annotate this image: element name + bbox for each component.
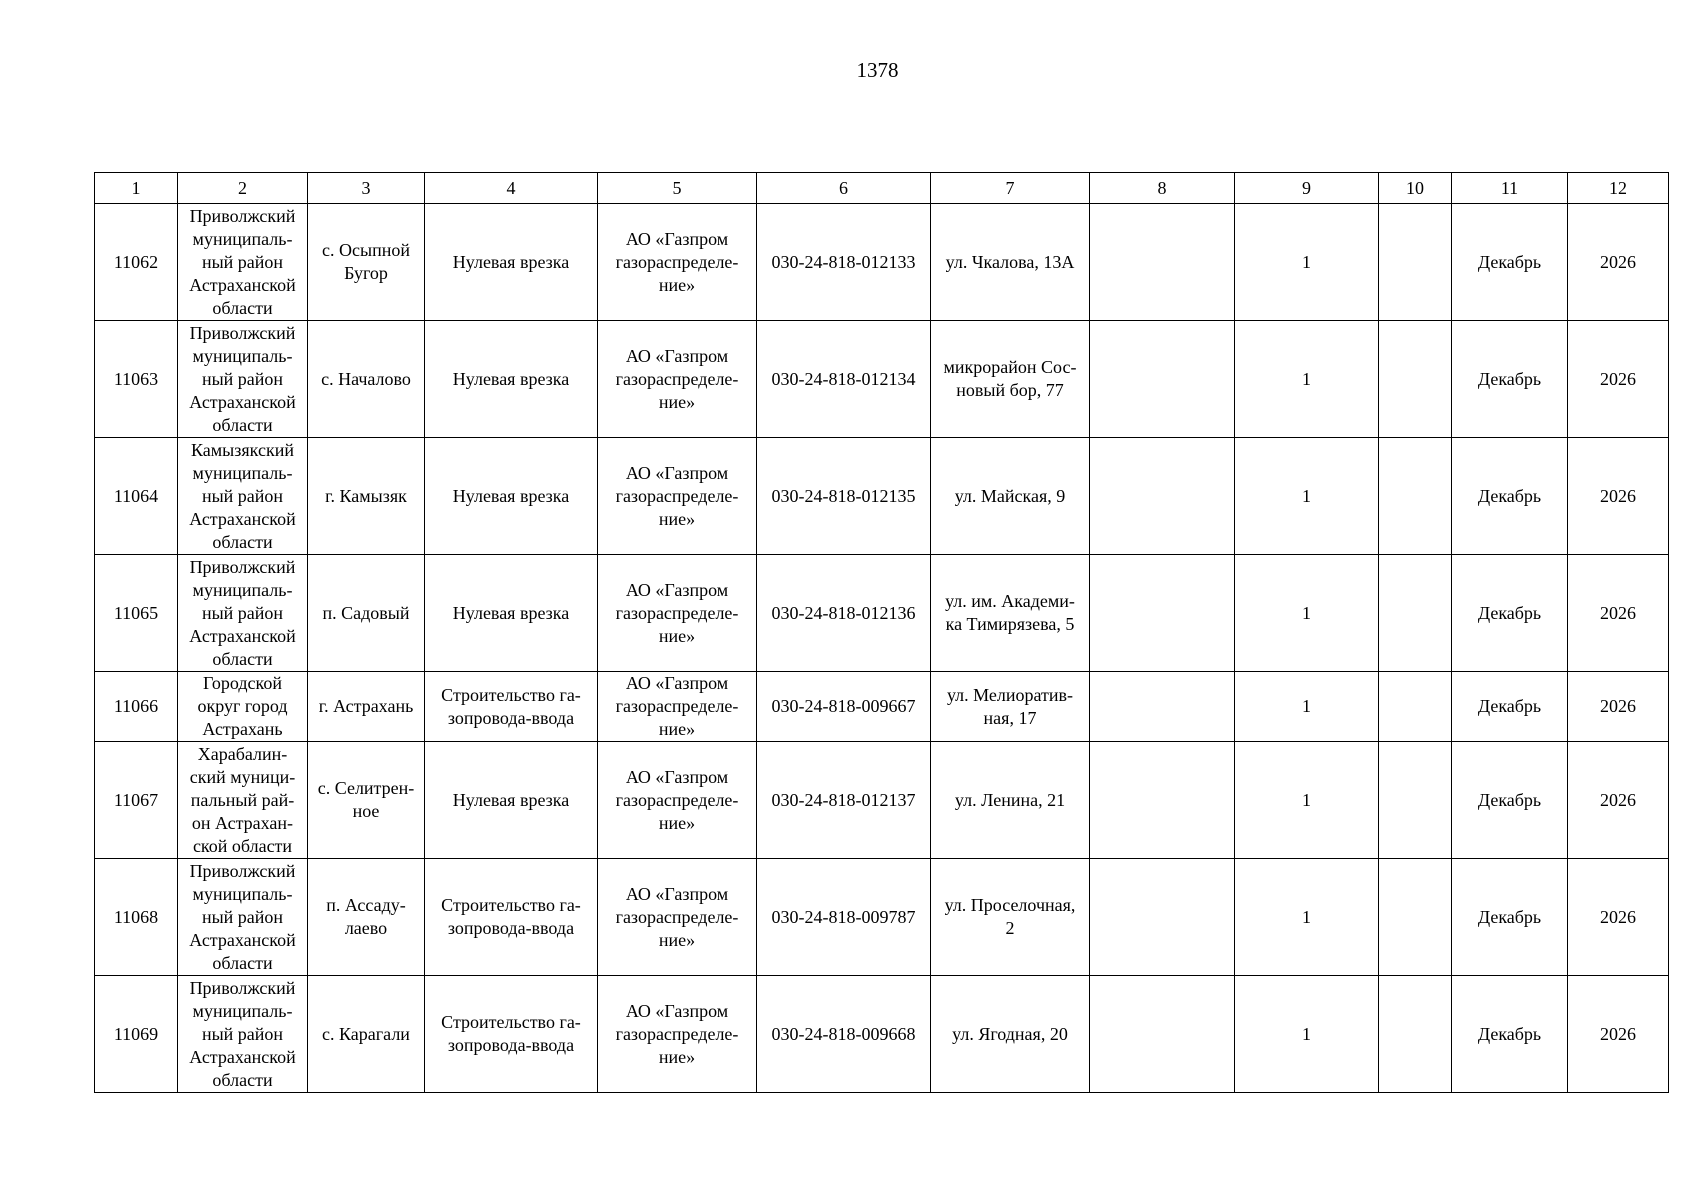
table-cell: с. Осыпной Бугор xyxy=(308,204,425,321)
table-cell xyxy=(1090,742,1235,859)
table-cell: 11069 xyxy=(95,976,178,1093)
table-row xyxy=(95,438,1669,555)
table-cell xyxy=(1379,204,1452,321)
column-header: 6 xyxy=(757,173,931,204)
table-cell: Декабрь xyxy=(1452,204,1568,321)
column-header: 8 xyxy=(1090,173,1235,204)
table-cell: ул. Ягодная, 20 xyxy=(931,976,1090,1093)
table-cell: ул. Мелиоратив- ная, 17 xyxy=(931,672,1090,742)
table-cell: 1 xyxy=(1235,204,1379,321)
table-row xyxy=(95,672,1669,742)
table-cell: 2026 xyxy=(1568,204,1669,321)
table-cell: 030-24-818-009667 xyxy=(757,672,931,742)
table-cell: п. Ассаду- лаево xyxy=(308,859,425,976)
table-row xyxy=(95,742,1669,859)
table-cell: ул. Майская, 9 xyxy=(931,438,1090,555)
table-cell: АО «Газпром газораспределе- ние» xyxy=(598,742,757,859)
table-cell: АО «Газпром газораспределе- ние» xyxy=(598,672,757,742)
table-cell: 2026 xyxy=(1568,976,1669,1093)
table-cell: 030-24-818-009787 xyxy=(757,859,931,976)
table-cell: микрорайон Сос- новый бор, 77 xyxy=(931,321,1090,438)
table-cell: 030-24-818-012137 xyxy=(757,742,931,859)
table-cell: Городской округ город Астрахань xyxy=(178,672,308,742)
table-cell: АО «Газпром газораспределе- ние» xyxy=(598,976,757,1093)
table-cell: Декабрь xyxy=(1452,438,1568,555)
column-header: 7 xyxy=(931,173,1090,204)
table-cell: 1 xyxy=(1235,555,1379,672)
table-cell: ул. Чкалова, 13А xyxy=(931,204,1090,321)
table-cell: 030-24-818-012135 xyxy=(757,438,931,555)
table-cell: Декабрь xyxy=(1452,321,1568,438)
table-cell: 11065 xyxy=(95,555,178,672)
table-cell xyxy=(1379,976,1452,1093)
table-cell: Приволжский муниципаль- ный район Астраханской области xyxy=(178,204,308,321)
column-header: 9 xyxy=(1235,173,1379,204)
table-cell: 11062 xyxy=(95,204,178,321)
table-cell: с. Селитрен- ное xyxy=(308,742,425,859)
table-cell: 11063 xyxy=(95,321,178,438)
table-cell: 1 xyxy=(1235,672,1379,742)
table-cell: 030-24-818-009668 xyxy=(757,976,931,1093)
column-header: 11 xyxy=(1452,173,1568,204)
table-cell: 030-24-818-012133 xyxy=(757,204,931,321)
table-cell: п. Садовый xyxy=(308,555,425,672)
table-cell: Нулевая врезка xyxy=(425,204,598,321)
table-cell xyxy=(1379,321,1452,438)
table-row xyxy=(95,204,1669,321)
table-cell: Строительство га- зопровода-ввода xyxy=(425,859,598,976)
table-cell: 1 xyxy=(1235,859,1379,976)
table-cell xyxy=(1090,321,1235,438)
table-header-row xyxy=(95,173,1669,204)
table-cell: Декабрь xyxy=(1452,555,1568,672)
table-cell: с. Началово xyxy=(308,321,425,438)
table-cell xyxy=(1379,438,1452,555)
table-cell: Декабрь xyxy=(1452,976,1568,1093)
table-cell: 1 xyxy=(1235,321,1379,438)
table-cell: Камызякский муниципаль- ный район Астраханской области xyxy=(178,438,308,555)
table-cell: Приволжский муниципаль- ный район Астраханской области xyxy=(178,555,308,672)
table-cell: Приволжский муниципаль- ный район Астраханской области xyxy=(178,859,308,976)
table-cell xyxy=(1090,438,1235,555)
column-header: 10 xyxy=(1379,173,1452,204)
table-cell: 11066 xyxy=(95,672,178,742)
table-cell: 2026 xyxy=(1568,555,1669,672)
table-cell: Приволжский муниципаль- ный район Астраханской области xyxy=(178,321,308,438)
page-number: 1378 xyxy=(856,58,899,82)
table-cell: Декабрь xyxy=(1452,742,1568,859)
table-cell: Декабрь xyxy=(1452,859,1568,976)
table-row xyxy=(95,321,1669,438)
table-cell: 2026 xyxy=(1568,321,1669,438)
table-cell: 11064 xyxy=(95,438,178,555)
table-row xyxy=(95,859,1669,976)
table-cell: АО «Газпром газораспределе- ние» xyxy=(598,438,757,555)
table-cell: Нулевая врезка xyxy=(425,438,598,555)
table-row xyxy=(95,976,1669,1093)
table-cell: с. Карагали xyxy=(308,976,425,1093)
table-cell: 030-24-818-012134 xyxy=(757,321,931,438)
table-cell: ул. Ленина, 21 xyxy=(931,742,1090,859)
table-cell: Приволжский муниципаль- ный район Астраханской области xyxy=(178,976,308,1093)
table-cell: 2026 xyxy=(1568,742,1669,859)
table-cell: ул. им. Академи- ка Тимирязева, 5 xyxy=(931,555,1090,672)
table-cell: 2026 xyxy=(1568,859,1669,976)
column-header: 3 xyxy=(308,173,425,204)
table-cell: АО «Газпром газораспределе- ние» xyxy=(598,204,757,321)
table-cell: АО «Газпром газораспределе- ние» xyxy=(598,321,757,438)
table-cell: 1 xyxy=(1235,742,1379,859)
table-cell xyxy=(1379,742,1452,859)
column-header: 1 xyxy=(95,173,178,204)
table-cell xyxy=(1379,672,1452,742)
data-table xyxy=(94,172,1669,1093)
table-cell xyxy=(1379,859,1452,976)
table-cell: 2026 xyxy=(1568,672,1669,742)
table-cell: 030-24-818-012136 xyxy=(757,555,931,672)
table-cell: 11068 xyxy=(95,859,178,976)
table-cell: Декабрь xyxy=(1452,672,1568,742)
table-cell xyxy=(1090,204,1235,321)
table-cell xyxy=(1379,555,1452,672)
table-cell xyxy=(1090,672,1235,742)
table-cell: г. Камызяк xyxy=(308,438,425,555)
table-cell: 11067 xyxy=(95,742,178,859)
table-cell: 2026 xyxy=(1568,438,1669,555)
table-cell: Нулевая врезка xyxy=(425,742,598,859)
table-cell: АО «Газпром газораспределе- ние» xyxy=(598,555,757,672)
table-cell: г. Астрахань xyxy=(308,672,425,742)
table-body xyxy=(95,173,1669,1093)
table-cell: Строительство га- зопровода-ввода xyxy=(425,672,598,742)
table-cell: 1 xyxy=(1235,976,1379,1093)
table-cell: 1 xyxy=(1235,438,1379,555)
column-header: 5 xyxy=(598,173,757,204)
table-cell: Нулевая врезка xyxy=(425,555,598,672)
table-cell xyxy=(1090,976,1235,1093)
column-header: 12 xyxy=(1568,173,1669,204)
table-cell: Нулевая врезка xyxy=(425,321,598,438)
table-cell xyxy=(1090,555,1235,672)
column-header: 2 xyxy=(178,173,308,204)
table-cell: Харабалин- ский муници- пальный рай- он Астрахан- ской области xyxy=(178,742,308,859)
table-cell: Строительство га- зопровода-ввода xyxy=(425,976,598,1093)
table-cell: АО «Газпром газораспределе- ние» xyxy=(598,859,757,976)
table-cell xyxy=(1090,859,1235,976)
table-cell: ул. Проселочная, 2 xyxy=(931,859,1090,976)
table-row xyxy=(95,555,1669,672)
column-header: 4 xyxy=(425,173,598,204)
